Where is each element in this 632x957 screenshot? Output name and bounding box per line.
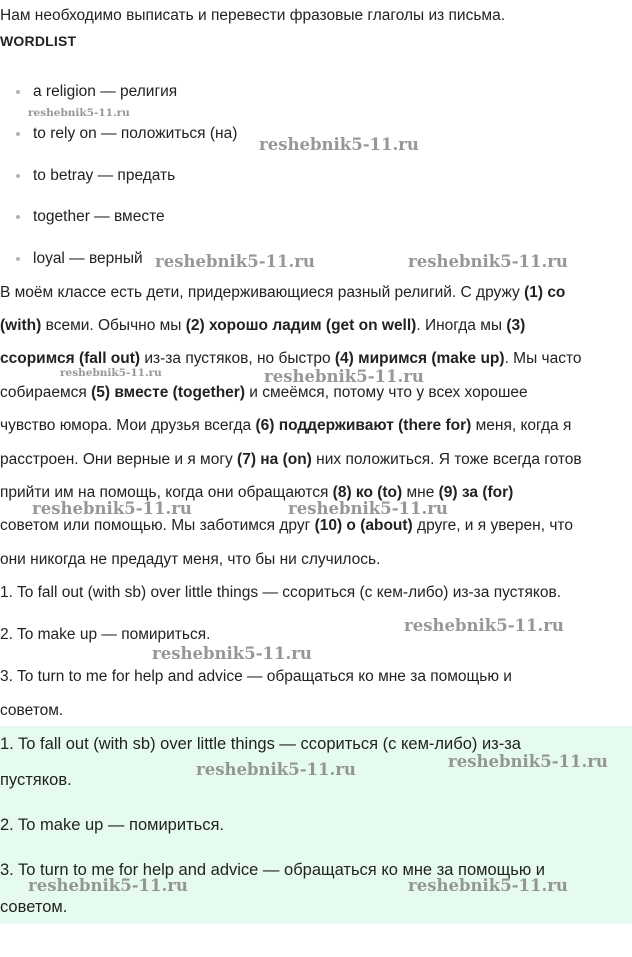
watermark: reshebnik5-11.ru [259, 135, 419, 154]
wordlist-item: a religion — религия [16, 83, 177, 101]
answer-line: 3. To turn to me for help and advice — обращаться ко мне за помощью и [0, 668, 512, 685]
intro-text: Нам необходимо выписать и перевести фразовые глаголы из письма. [0, 7, 505, 24]
watermark: reshebnik5-11.ru [32, 499, 192, 518]
watermark: reshebnik5-11.ru [288, 499, 448, 518]
letter-line: прийти им на помощь, когда они обращаются (8) ко (to) мне (9) за (for) [0, 484, 514, 501]
highlight-line: 1. To fall out (with sb) over little things — ссориться (с кем-либо) из-за [0, 735, 521, 753]
letter-line: В моём классе есть дети, придерживающиеся разный религий. С дружу (1) со [0, 284, 566, 301]
highlight-line: 3. To turn to me for help and advice — обращаться ко мне за помощью и [0, 861, 545, 879]
bullet-icon [16, 257, 20, 261]
watermark: reshebnik5-11.ru [404, 616, 564, 635]
letter-line: они никогда не предадут меня, что бы ни случилось. [0, 551, 381, 568]
bullet-icon [16, 132, 20, 136]
watermark: reshebnik5-11.ru [408, 252, 568, 271]
letter-line: расстроен. Они верные и я могу (7) на (on) них положиться. Я тоже всегда готов [0, 451, 582, 468]
watermark: reshebnik5-11.ru [155, 252, 315, 271]
wordlist-item: to rely on — положиться (на) [16, 125, 237, 143]
answer-line: 2. To make up — помириться. [0, 626, 211, 643]
letter-line: собираемся (5) вместе (together) и смеёмся, потому что у всех хорошее [0, 384, 528, 401]
letter-line: (with) всеми. Обычно мы (2) хорошо ладим (get on well). Иногда мы (3) [0, 317, 526, 334]
watermark: reshebnik5-11.ru [152, 644, 312, 663]
highlight-line: 2. To make up — помириться. [0, 816, 224, 834]
letter-line: советом или помощью. Мы заботимся друг (10) о (about) друге, и я уверен, что [0, 517, 573, 534]
watermark: reshebnik5-11.ru [28, 876, 188, 895]
answer-line: советом. [0, 702, 64, 719]
wordlist-item: to betray — предать [16, 167, 175, 185]
watermark: reshebnik5-11.ru [448, 752, 608, 771]
wordlist-item: together — вместе [16, 208, 165, 226]
wordlist-item: loyal — верный [16, 250, 143, 268]
watermark: reshebnik5-11.ru [196, 760, 356, 779]
answer-line: 1. To fall out (with sb) over little things — ссориться (с кем-либо) из-за пустяков. [0, 584, 562, 601]
watermark: reshebnik5-11.ru [408, 876, 568, 895]
wordlist-title: WORDLIST [0, 33, 77, 49]
letter-line: ссоримся (fall out) из-за пустяков, но быстро (4) миримся (make up). Мы часто [0, 350, 582, 367]
highlight-line: пустяков. [0, 771, 72, 789]
bullet-icon [16, 90, 20, 94]
watermark: reshebnik5-11.ru [264, 367, 424, 386]
highlight-line: советом. [0, 898, 68, 916]
bullet-icon [16, 215, 20, 219]
watermark: reshebnik5-11.ru [28, 107, 130, 119]
letter-line: чувство юмора. Мои друзья всегда (6) поддерживают (there for) меня, когда я [0, 417, 572, 434]
watermark: reshebnik5-11.ru [60, 367, 162, 379]
bullet-icon [16, 174, 20, 178]
